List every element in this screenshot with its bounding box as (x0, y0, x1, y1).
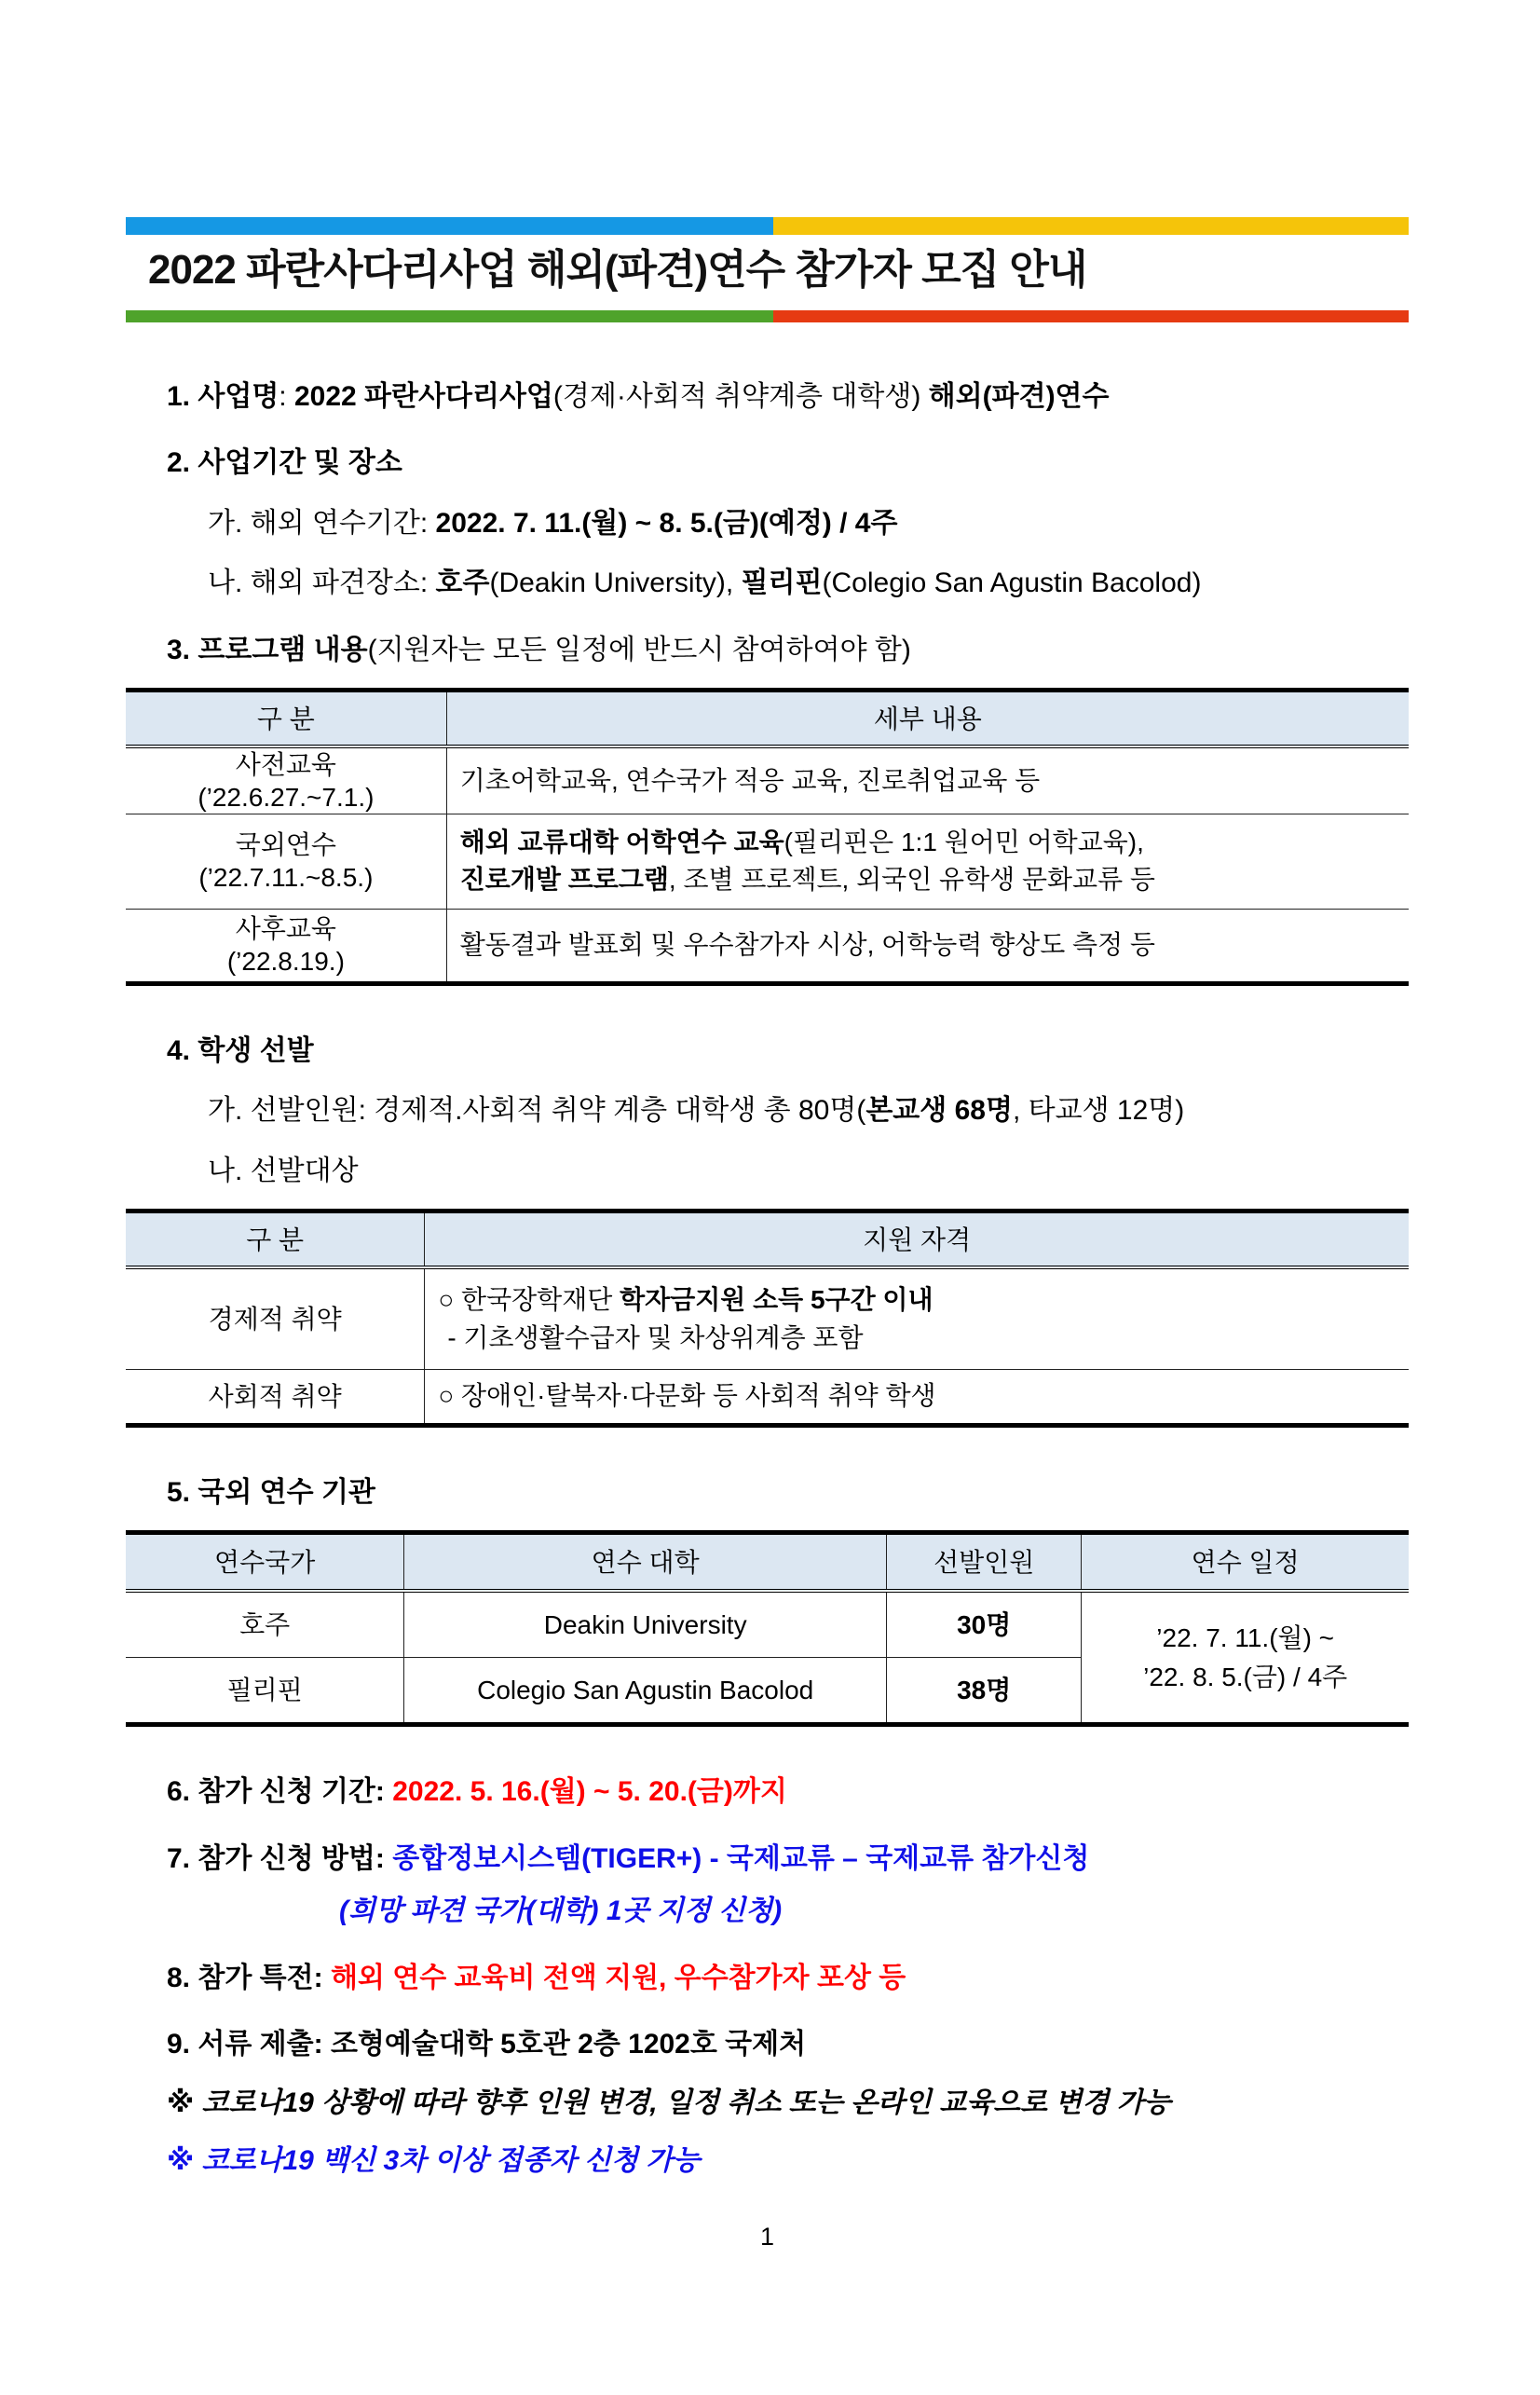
institutions-row2-country: 필리핀 (226, 1676, 303, 1705)
sub-count-bold: 본교생 68명 (865, 1095, 1013, 1127)
item7-label: 7. 참가 신청 방법 (167, 1842, 375, 1874)
document-page (0, 217, 1540, 2395)
sub-count-post: , 타교생 12명) (1012, 1095, 1185, 1127)
item8-sep: : (313, 1962, 331, 1993)
program-row3-detail: 활동결과 발표회 및 우수참가자 시상, 어학능력 향상도 측정 등 (446, 909, 1409, 983)
item7-note: (희망 파견 국가(대학) 1곳 지정 신청) (339, 1895, 783, 1927)
banner-bar-red-segment (773, 310, 1409, 322)
item5-label: 5. 국외 연수 기관 (167, 1476, 375, 1508)
program-header-detail: 세부 내용 (446, 691, 1409, 746)
table-row (126, 1370, 1409, 1426)
item1-project: 2022 파란사다리사업 (293, 380, 553, 412)
item1-sep: : (279, 380, 294, 412)
item-application-method (126, 1841, 1409, 1879)
table-row (126, 1591, 1409, 1658)
item3-paren: (지원자는 모든 일정에 반드시 참여하여야 함) (367, 634, 911, 665)
institutions-row1-country: 호주 (126, 1591, 404, 1658)
eligibility-row2-detail: ○ 장애인·탈북자·다문화 등 사회적 취약 학생 (425, 1370, 1409, 1426)
eligibility-row1-category: 경제적 취약 (126, 1267, 425, 1370)
institutions-row2-quota: 38명 (887, 1658, 1082, 1725)
sub-b-pre: 나. 해외 파견장소: (208, 568, 436, 599)
sub-b-univ2: (Colegio San Agustin Bacolod) (822, 568, 1202, 599)
item1-paren: (경제·사회적 취약계층 대학생) (552, 380, 929, 412)
eligibility-row1-detail: ○ 한국장학재단 학자금지원 소득 5구간 이내 - 기초생활수급자 및 차상위계층 포함 (425, 1267, 1409, 1370)
institutions-header-schedule: 연수 일정 (1082, 1533, 1409, 1591)
item9-label: 9. 서류 제출 (167, 2029, 314, 2060)
sub-b-country2: 필리핀 (741, 568, 823, 599)
program-row2-detail: 해외 교류대학 어학연수 교육(필리핀은 1:1 원어민 어학교육), 진로개발 프로그램, 조별 프로젝트, 외국인 유학생 문화교류 등 (446, 814, 1409, 909)
item6-value: 2022. 5. 16.(월) ~ 5. 20.(금)까지 (392, 1776, 787, 1808)
sub-count-pre: 가. 선발인원: 경제적.사회적 취약 계층 대학생 총 80명( (208, 1095, 866, 1127)
item-program-content (126, 632, 1409, 670)
sub-a-pre: 가. 해외 연수기간: (208, 507, 436, 539)
institutions-schedule-cell: ’22. 7. 11.(월) ~ ’22. 8. 5.(금) / 4주 (1082, 1591, 1409, 1725)
institutions-row2-university: Colegio San Agustin Bacolod (404, 1658, 887, 1725)
note-covid-change: ※ 코로나19 상황에 따라 향후 인원 변경, 일정 취소 또는 온라인 교육으로 변경 가능 (167, 2087, 1171, 2118)
eligibility-table-header-row (126, 1211, 1409, 1267)
document-body (126, 378, 1409, 2254)
program-row1-category: 사전교육 (’22.6.27.~7.1.) (126, 746, 446, 814)
item-participation-benefits (126, 1960, 1409, 1998)
table-row (126, 1267, 1409, 1370)
item8-label: 8. 참가 특전 (167, 1962, 314, 1993)
sub-a-period: 2022. 7. 11.(월) ~ 8. 5.(금)(예정) / 4주 (435, 507, 898, 539)
item1-suffix: 해외(파견)연수 (928, 380, 1110, 412)
institutions-header-country: 연수국가 (126, 1533, 404, 1591)
item3-label: 3. 프로그램 내용 (167, 634, 368, 665)
table-row (126, 814, 1409, 909)
title-banner (126, 217, 1409, 322)
program-table (126, 688, 1409, 986)
sub-selection-target: 나. 선발대상 (208, 1155, 359, 1186)
institutions-row1-university: Deakin University (404, 1591, 887, 1658)
banner-bottom-bar (126, 310, 1409, 322)
item-document-submission (126, 2026, 1409, 2064)
eligibility-header-category: 구 분 (126, 1211, 425, 1267)
item9-sep: : (313, 2029, 331, 2060)
institutions-table (126, 1530, 1409, 1727)
item-overseas-institutions (126, 1474, 1409, 1512)
application-method-note (126, 1893, 1409, 1931)
item7-value: 종합정보시스템(TIGER+) - 국제교류 – 국제교류 참가신청 (392, 1842, 1090, 1874)
item-student-selection (126, 1033, 1409, 1071)
item6-sep: : (375, 1776, 393, 1808)
page-number: 1 (759, 2222, 775, 2251)
sub-training-period (126, 505, 1409, 543)
item1-label: 1. 사업명 (167, 380, 279, 412)
item-project-name (126, 378, 1409, 417)
program-table-header-row (126, 691, 1409, 746)
banner-top-bar (126, 217, 1409, 235)
program-header-category: 구 분 (126, 691, 446, 746)
sub-dispatch-location (126, 565, 1409, 603)
table-row (126, 909, 1409, 983)
sub-b-univ1: (Deakin University), (489, 568, 742, 599)
item9-value: 조형예술대학 5호관 2층 1202호 국제처 (330, 2029, 807, 2060)
sub-b-country1: 호주 (435, 568, 490, 599)
program-row3-category: 사후교육 (’22.8.19.) (226, 914, 345, 977)
item7-sep: : (375, 1842, 393, 1874)
item-period-location (126, 445, 1409, 483)
banner-bar-yellow-segment (773, 217, 1409, 235)
note-covid-vaccine: ※ 코로나19 백신 3차 이상 접종자 신청 가능 (167, 2145, 701, 2177)
banner-bar-blue-segment (126, 217, 773, 235)
program-row2-category: 국외연수 (’22.7.11.~8.5.) (126, 814, 446, 909)
item8-value: 해외 연수 교육비 전액 지원, 우수참가자 포상 등 (330, 1962, 906, 1993)
banner-bar-green-segment (126, 310, 773, 322)
eligibility-table (126, 1209, 1409, 1428)
institutions-table-header-row (126, 1533, 1409, 1591)
sub-selection-count (126, 1092, 1409, 1130)
eligibility-header-qualification: 지원 자격 (425, 1211, 1409, 1267)
institutions-header-quota: 선발인원 (887, 1533, 1082, 1591)
institutions-header-university: 연수 대학 (404, 1533, 887, 1591)
page-title: 2022 파란사다리사업 해외(파견)연수 참가자 모집 안내 (148, 247, 1087, 293)
table-row (126, 746, 1409, 814)
item4-label: 4. 학생 선발 (167, 1034, 314, 1066)
item6-label: 6. 참가 신청 기간 (167, 1776, 375, 1808)
item2-label: 2. 사업기간 및 장소 (167, 447, 402, 479)
institutions-row1-quota: 30명 (887, 1591, 1082, 1658)
eligibility-row2-category: 사회적 취약 (208, 1382, 342, 1412)
program-row1-detail: 기초어학교육, 연수국가 적응 교육, 진로취업교육 등 (446, 746, 1409, 814)
item-application-period (126, 1773, 1409, 1812)
